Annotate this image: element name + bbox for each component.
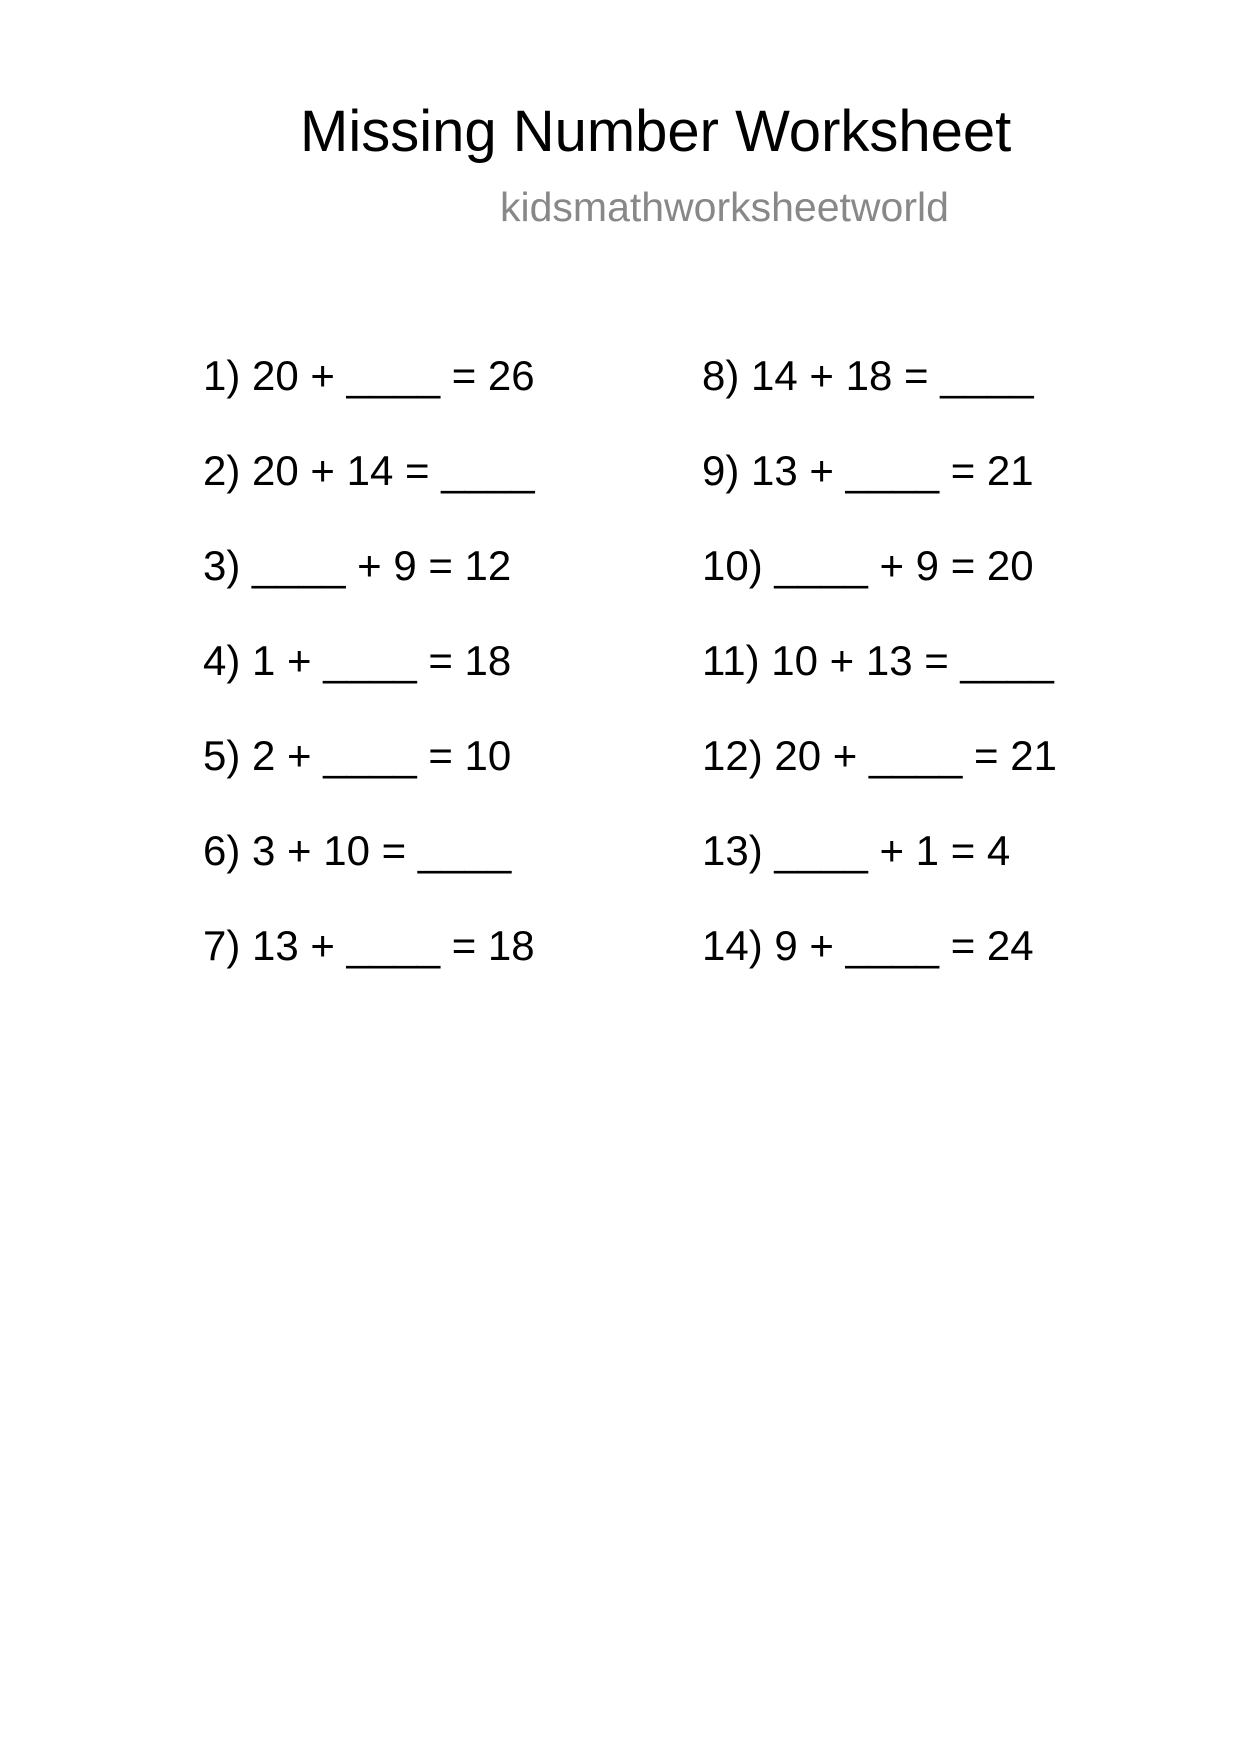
problem-expression: ____ + 9 = 20	[774, 542, 1034, 589]
problem-14	[702, 920, 1057, 1015]
problem-number: 2)	[203, 447, 241, 494]
problem-10	[702, 540, 1057, 635]
page-subtitle: kidsmathworksheetworld	[500, 184, 949, 230]
problem-expression: 13 + ____ = 18	[252, 922, 535, 969]
problem-4	[203, 635, 535, 730]
problem-7	[203, 920, 535, 1015]
problems-left-column	[203, 350, 535, 1015]
problem-5	[203, 730, 535, 825]
problem-expression: 20 + ____ = 21	[774, 732, 1057, 779]
problem-12	[702, 730, 1057, 825]
problem-expression: ____ + 9 = 12	[252, 542, 512, 589]
problem-number: 13)	[702, 827, 763, 874]
page-title: Missing Number Worksheet	[300, 99, 1012, 164]
problem-number: 11)	[702, 637, 760, 684]
problem-13	[702, 825, 1057, 920]
problem-8	[702, 350, 1057, 445]
problem-number: 3)	[203, 542, 241, 589]
problem-9	[702, 445, 1057, 540]
problem-expression: 10 + 13 = ____	[771, 637, 1054, 684]
problem-number: 12)	[702, 732, 763, 779]
problem-expression: 14 + 18 = ____	[751, 352, 1034, 399]
problem-expression: 2 + ____ = 10	[252, 732, 512, 779]
problem-1	[203, 350, 535, 445]
problem-expression: 1 + ____ = 18	[252, 637, 512, 684]
problem-number: 7)	[203, 922, 241, 969]
problem-expression: 9 + ____ = 24	[774, 922, 1034, 969]
problem-expression: 20 + 14 = ____	[252, 447, 535, 494]
problem-expression: 3 + 10 = ____	[252, 827, 512, 874]
problem-expression: ____ + 1 = 4	[774, 827, 1011, 874]
problems-right-column	[702, 350, 1057, 1015]
problem-number: 5)	[203, 732, 241, 779]
problem-11	[702, 635, 1057, 730]
problem-number: 14)	[702, 922, 763, 969]
problem-6	[203, 825, 535, 920]
problem-number: 4)	[203, 637, 241, 684]
problem-number: 9)	[702, 447, 740, 494]
problem-3	[203, 540, 535, 635]
problem-2	[203, 445, 535, 540]
problem-number: 8)	[702, 352, 740, 399]
problem-number: 1)	[203, 352, 241, 399]
problem-number: 6)	[203, 827, 241, 874]
problem-expression: 20 + ____ = 26	[252, 352, 535, 399]
problem-expression: 13 + ____ = 21	[751, 447, 1034, 494]
problem-number: 10)	[702, 542, 763, 589]
